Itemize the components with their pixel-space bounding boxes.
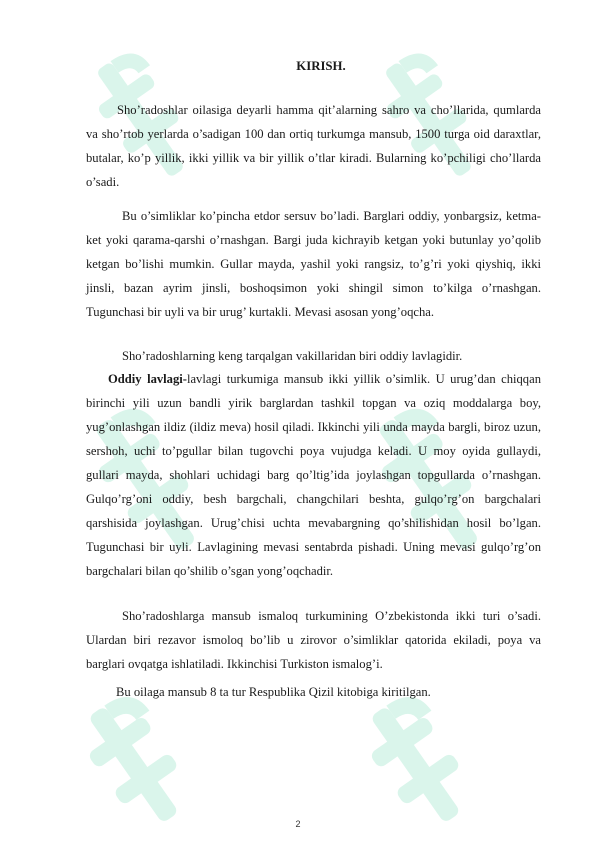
watermark-logo-icon xyxy=(80,690,200,830)
paragraph-intro: Sho’radoshlar oilasiga deyarli hamma qit’alarning sahro va cho’llarida, qumlarda va sho’rtob yerlarda o’sadigan 100 dan ortiq turkumga mansub, 1500 turga oid daraxtlar, butalar, ko’p yillik, ikki yillik va bir yillik o’tlar kiradi. Bularning ko’pchiligi cho’llarda o’sadi. xyxy=(86,103,541,189)
paragraph-description: Bu o’simliklar ko’pincha etdor sersuv bo’ladi. Barglari oddiy, yonbargsiz, ketma-ket yoki qarama-qarshi o’rnashgan. Bargi juda kichrayib ketgan yoki butunlay yo’qolib ketgan bo’lishi mumkin. Gullar mayda, yashil yoki rangsiz, to’g’ri yoki qiyshiq, ikki jinsli, bazan ayrim jinsli, boshoqsimon yoki shingil simon to’kilga o’rnashgan. Tugunchasi bir uyli va bir urug’ kurtakli. Mevasi asosan yong’oqcha. xyxy=(86,209,541,319)
paragraph-representative: Sho’radoshlarning keng tarqalgan vakillaridan biri oddiy lavlagidir. xyxy=(122,349,463,363)
paragraph-spinach: Sho’radoshlarga mansub ismaloq turkumining O’zbekistonda ikki turi o’sadi. Ulardan biri rezavor ismoloq bo’lib u zirovor o’simliklar qatorida ekiladi, poya va barglari ovqatga ishlatiladi. Ikkinchisi Turkiston ismalog’i. xyxy=(86,609,541,671)
paragraph-beet xyxy=(86,367,541,583)
beet-term: Oddiy lavlagi- xyxy=(108,372,187,386)
page-title: KIRISH. xyxy=(296,59,346,73)
beet-description: lavlagi turkumiga mansub ikki yillik o’simlik. U urug’dan chiqqan birinchi yili uzun bandli yirik barglardan tashkil topgan va oziq moddalarga boy, yug’onlashgan ildiz (ildiz meva) hosil qiladi. Ikkinchi yili unda mayda bargli, biroz uzun, sershoh, uchi to’pgullar bilan tugovchi poya vujudga keladi. U moy oyida gullaydi, gullari mayda, shohlari uchidagi barg qo’ltig’ida joylashgan topgullarda o’rnashgan. Gulqo’rg’oni oddiy, besh bargchali, changchilari beshta, gulqo’rg’on bargchalari qarshisida joylashgan. Urug’chisi uchta mevabargning qo’shilishidan hosil bo’lgan. Tugunchasi bir uyli. Lavlagining mevasi sentabrda pishadi. Uning mevasi gulqo’rg’on bargchalari bilan qo’shilib o’sgan yong’oqchadir. xyxy=(86,372,541,578)
watermark-logo-icon xyxy=(362,690,482,830)
paragraph-red-book: Bu oilaga mansub 8 ta tur Respublika Qizil kitobiga kiritilgan. xyxy=(116,685,431,699)
page-number: 2 xyxy=(295,819,301,829)
